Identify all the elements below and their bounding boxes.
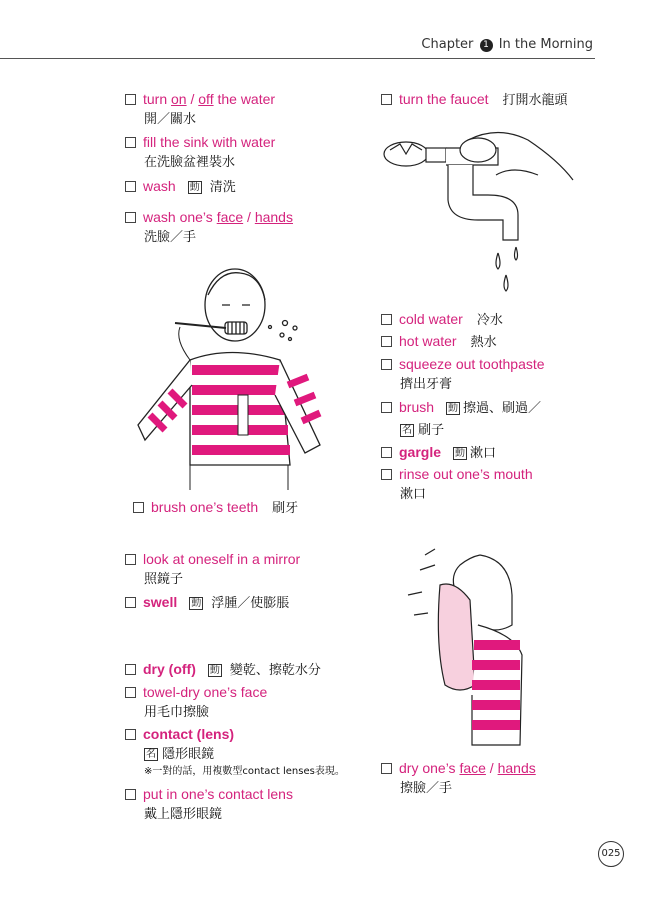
vocab-item-fill-sink: fill the sink with water 在洗臉盆裡裝水	[125, 132, 275, 170]
checkbox[interactable]	[381, 447, 392, 458]
vocab-item-wash-face-hands: wash one’s face / hands 洗臉／手	[125, 207, 293, 245]
vocab-item-brush-teeth: brush one’s teeth 刷牙	[133, 497, 298, 516]
towel-dry-illustration	[400, 545, 530, 750]
checkbox[interactable]	[125, 597, 136, 608]
checkbox[interactable]	[381, 336, 392, 347]
vocab-item-rinse-mouth: rinse out one’s mouth 漱口	[381, 464, 533, 502]
vocab-item-dry-off: dry (off) 動 變乾、擦乾水分	[125, 659, 321, 678]
checkbox[interactable]	[125, 94, 136, 105]
vocab-item-gargle: gargle 動 漱口	[381, 442, 496, 461]
checkbox[interactable]	[125, 664, 136, 675]
checkbox[interactable]	[381, 763, 392, 774]
checkbox[interactable]	[125, 554, 136, 565]
vocab-item-swell: swell 動 浮腫／使膨脹	[125, 592, 289, 611]
page-number: 025	[598, 841, 624, 867]
faucet-illustration	[378, 120, 578, 305]
vocab-item-hot-water: hot water 熱水	[381, 331, 497, 350]
checkbox[interactable]	[381, 314, 392, 325]
checkbox[interactable]	[125, 729, 136, 740]
chapter-title: In the Morning	[498, 37, 593, 52]
vocab-item-brush: brush 動 擦過、刷過／ 名 刷子	[381, 397, 541, 438]
chapter-number: 1	[480, 39, 493, 52]
vocab-item-wash: wash 動 清洗	[125, 176, 236, 195]
checkbox[interactable]	[381, 402, 392, 413]
vocab-item-dry-face-hands: dry one’s face / hands 擦臉／手	[381, 758, 536, 796]
vocab-item-look-mirror: look at oneself in a mirror 照鏡子	[125, 549, 300, 587]
vocab-item-towel-dry: towel-dry one’s face 用毛巾擦臉	[125, 682, 267, 720]
vocab-item-put-in-lens: put in one’s contact lens 戴上隱形眼鏡	[125, 784, 293, 822]
vocab-item-squeeze-toothpaste: squeeze out toothpaste 擠出牙膏	[381, 354, 545, 392]
brushing-teeth-illustration	[130, 265, 330, 495]
chapter-header	[421, 37, 593, 52]
header-rule	[0, 58, 595, 59]
translation: 開／關水	[144, 112, 197, 127]
chapter-label: Chapter	[421, 37, 474, 52]
checkbox[interactable]	[125, 181, 136, 192]
checkbox[interactable]	[133, 502, 144, 513]
checkbox[interactable]	[125, 212, 136, 223]
checkbox[interactable]	[125, 789, 136, 800]
checkbox[interactable]	[125, 687, 136, 698]
usage-note: ※一對的話，用複數型contact lenses表現。	[144, 766, 345, 777]
checkbox[interactable]	[381, 469, 392, 480]
vocab-item-cold-water: cold water 冷水	[381, 309, 503, 328]
vocab-item-turn-on-off: turn on / off the water 開／關水	[125, 89, 275, 127]
vocab-item-contact-lens: contact (lens) 名 隱形眼鏡 ※一對的話，用複數型contact lenses表現。	[125, 724, 345, 777]
checkbox[interactable]	[381, 94, 392, 105]
pos-tag: 動	[189, 182, 200, 193]
vocab-item-turn-faucet: turn the faucet 打開水龍頭	[381, 89, 568, 108]
checkbox[interactable]	[381, 359, 392, 370]
checkbox[interactable]	[125, 137, 136, 148]
